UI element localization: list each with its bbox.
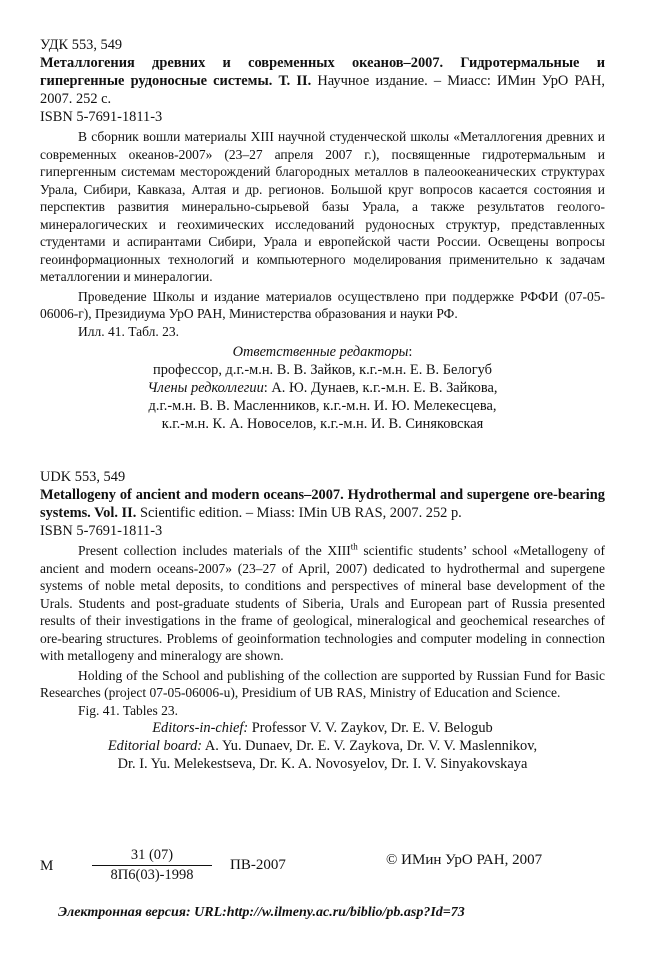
ru-board-members-1: : А. Ю. Дунаев, к.г.-м.н. Е. В. Зайкова, xyxy=(263,380,498,396)
ru-board-label: Члены редколлегии xyxy=(147,380,264,396)
en-udk: UDK 553, 549 xyxy=(40,469,126,485)
ru-citation xyxy=(40,54,605,108)
pv-code: ПВ-2007 xyxy=(230,857,286,873)
ru-citation-title: Металлогения древних и современных океанов–2007. Гидротермальные и гипергенные рудоносные системы. Т. II. xyxy=(40,55,605,89)
copyright-notice: © ИМин УрО РАН, 2007 xyxy=(386,852,543,868)
en-citation xyxy=(40,486,605,522)
en-citation-imprint: Scientific edition. – Miass: IMin UB RAS, 2007. 252 p. xyxy=(136,505,462,521)
en-board-label: Editorial board: xyxy=(107,738,203,754)
en-board-members-1: A. Yu. Dunaev, Dr. E. V. Zaykova, Dr. V. V. Maslennikov, xyxy=(202,738,538,754)
classification-fraction xyxy=(92,847,212,884)
ru-editors-colon: : xyxy=(408,344,413,360)
ru-board-line-3: к.г.-м.н. К. А. Новоселов, к.г.-м.н. И. В. Синяковская xyxy=(161,416,484,432)
ru-editors-names: профессор, д.г.-м.н. В. В. Зайков, к.г.-м.н. Е. В. Белогуб xyxy=(153,362,492,378)
en-editors-label: Editors-in-chief: xyxy=(152,720,249,736)
ru-board-line-1 xyxy=(40,379,605,397)
en-support: Holding of the School and publishing of the collection are supported by Russian Fund for Basic Researches (project 07-05-06006-u), Presidium of UB RAS, Ministry of Education and Science. xyxy=(40,667,605,700)
m-letter: М xyxy=(40,858,54,874)
en-editors-line xyxy=(40,719,605,737)
en-editors-names: Professor V. V. Zaykov, Dr. E. V. Belogub xyxy=(248,720,493,736)
en-figures-tables: Fig. 41. Tables 23. xyxy=(78,702,179,718)
en-abstract-rest: scientific students’ school «Metallogeny of ancient and modern oceans-2007» (23–27 of April, 2007) dedicated to hydrothermal and supergene systems of noble metal deposits, to conditions and perspectives of mineral base development of the Urals. Students and post-graduate students of Siberia, Urals and European part of Russia presented results of their investigations in the frame of geological, mineralogical and geochemical researches of ore-bearing structures. Problems of geoinformation technologies and computer modeling in connection with metallogeny and mineralogy are shown. xyxy=(40,543,605,663)
electronic-version-url: Электронная версия: URL:http://w.ilmeny.ac.ru/biblio/pb.asp?Id=73 xyxy=(58,905,465,920)
en-citation-title: Metallogeny of ancient and modern oceans–2007. Hydrothermal and supergene ore-bearing systems. Vol. II. xyxy=(40,487,605,521)
fraction-denominator: 8П6(03)-1998 xyxy=(110,867,194,883)
ru-board-line-2: д.г.-м.н. В. В. Масленников, к.г.-м.н. И. Ю. Мелекесцева, xyxy=(148,398,497,414)
ru-udk: УДК 553, 549 xyxy=(40,37,123,53)
en-abstract xyxy=(40,542,605,665)
ru-abstract: В сборник вошли материалы XIII научной студенческой школы «Металлогения древних и современных океанов-2007» (23–27 апреля 2007 г.), посвященные гидротермальным и гипергенным системам месторождений благородных металлов в палеоокеанических структурах Урала, Сибири, Кавказа, Алтая и др. регионов. Большой круг вопросов касается состояния и перспектив развития минерально-сырьевой базы Урала, а также результатов геолого-минералогических и геохимических исследований рудоносных структур, представленных студентами и аспирантами Сибири, Урала и европейской части России. Освещены вопросы геоинформационных технологий и компьютерного моделирования применительно к задачам металлогении и минералогии. xyxy=(40,129,605,284)
en-abstract-start: Present collection includes materials of the XIII xyxy=(78,543,351,558)
en-board-line-1 xyxy=(40,737,605,755)
en-board-line-2: Dr. I. Yu. Melekestseva, Dr. K. A. Novosyelov, Dr. I. V. Sinyakovskaya xyxy=(117,756,528,772)
en-abstract-superscript: th xyxy=(350,541,358,552)
en-isbn: ISBN 5-7691-1811-3 xyxy=(40,523,163,539)
fraction-numerator: 31 (07) xyxy=(92,847,212,866)
ru-editors-heading: Ответственные редакторы xyxy=(232,344,409,360)
ru-support: Проведение Школы и издание материалов осуществлено при поддержке РФФИ (07-05-06006-г), Президиума УрО РАН, Министерства образования и науки РФ. xyxy=(40,288,605,321)
ru-figures-tables: Илл. 41. Табл. 23. xyxy=(78,323,180,339)
english-annotation xyxy=(40,468,605,773)
ru-editors-heading-line xyxy=(40,343,605,361)
ru-isbn: ISBN 5-7691-1811-3 xyxy=(40,109,163,125)
ru-citation-imprint: Научное издание. – Миасс: ИМин УрО РАН, 2007. 252 с. xyxy=(40,73,605,107)
russian-annotation xyxy=(40,36,605,433)
